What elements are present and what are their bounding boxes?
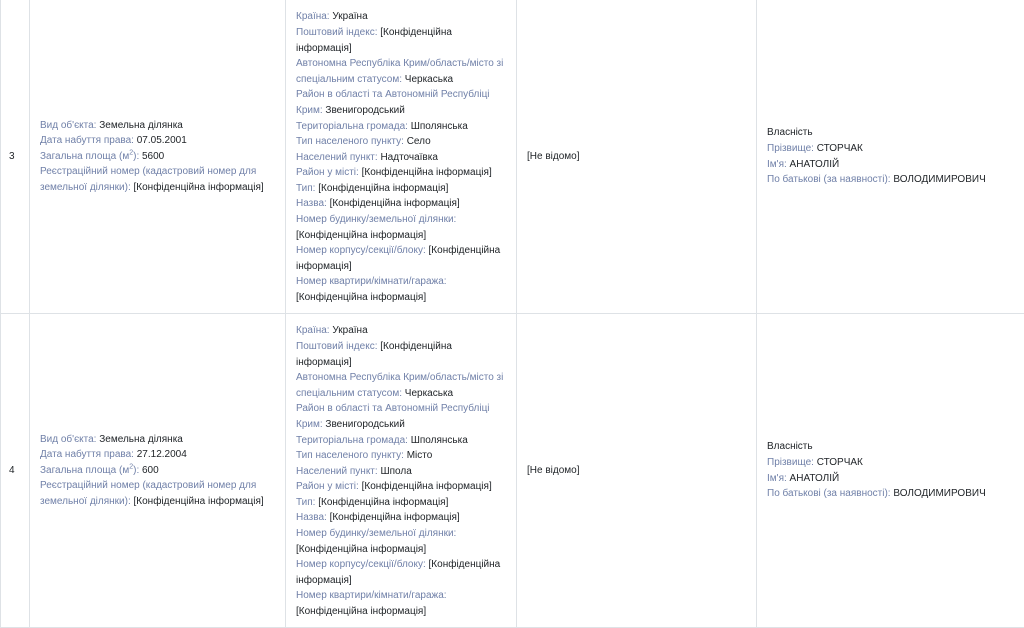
object-cell: Вид об'єкта: Земельна ділянка Дата набуття права: 27.12.2004 Загальна площа $(м^2)$: 600 Реєстраційний номер (кадастровий номер для земельної ділянки): [Конфіденційна інформація] bbox=[30, 314, 286, 628]
owner-first-name: АНАТОЛІЙ bbox=[790, 159, 840, 170]
acquired-date-value: 27.12.2004 bbox=[137, 449, 187, 460]
acquired-date-value: 07.05.2001 bbox=[137, 135, 187, 146]
row-number: 3 bbox=[1, 0, 30, 314]
area-value: 600 bbox=[142, 465, 159, 476]
cadastral-value: [Конфіденційна інформація] bbox=[134, 182, 264, 193]
object-type-value: Земельна ділянка bbox=[99, 434, 183, 445]
owner-cell: Власність Прізвище: СТОРЧАК Ім'я: АНАТОЛІЙ По батькові (за наявності): ВОЛОДИМИРОВИЧ bbox=[757, 314, 1024, 628]
owner-surname: СТОРЧАК bbox=[817, 143, 863, 154]
address-cell: Країна: Україна Поштовий індекс: [Конфіденційна інформація] Автономна Республіка Крим/область/місто зі спеціальним статусом: Черкаська Район в області та Автономній Республіці Крим: Звенигородський Територіальна громада: Шполянська Тип населеного пункту: Місто Населений пункт: Шпола Район у місті: [Конфіденційна інформація] Тип: [Конфіденційна інформація] Назва: [Конфіденційна інформація] Номер будинку/земельної ділянки: [Конфіденційна інформація] Номер корпусу/секції/блоку: [Конфіденційна інформація] Номер квартири/кімнати/гаража: [Конфіденційна інформація] bbox=[286, 314, 517, 628]
table-row bbox=[1, 314, 1024, 628]
owner-surname: СТОРЧАК bbox=[817, 457, 863, 468]
value-cell: [Не відомо] bbox=[517, 314, 757, 628]
owner-first-name: АНАТОЛІЙ bbox=[790, 473, 840, 484]
ownership-type: Власність bbox=[767, 125, 1014, 141]
area-value: 5600 bbox=[142, 151, 164, 162]
cadastral-value: [Конфіденційна інформація] bbox=[134, 496, 264, 507]
object-type-value: Земельна ділянка bbox=[99, 120, 183, 131]
table-row bbox=[1, 0, 1024, 314]
owner-patronymic: ВОЛОДИМИРОВИЧ bbox=[893, 174, 985, 185]
object-cell: Вид об'єкта: Земельна ділянка Дата набуття права: 07.05.2001 Загальна площа $(м^2)$: 5600 Реєстраційний номер (кадастровий номер для земельної ділянки): [Конфіденційна інформація] bbox=[30, 0, 286, 314]
row-number: 4 bbox=[1, 314, 30, 628]
value-cell: [Не відомо] bbox=[517, 0, 757, 314]
owner-patronymic: ВОЛОДИМИРОВИЧ bbox=[893, 488, 985, 499]
owner-cell: Власність Прізвище: СТОРЧАК Ім'я: АНАТОЛІЙ По батькові (за наявності): ВОЛОДИМИРОВИЧ bbox=[757, 0, 1024, 314]
address-cell: Країна: Україна Поштовий індекс: [Конфіденційна інформація] Автономна Республіка Крим/область/місто зі спеціальним статусом: Черкаська Район в області та Автономній Республіці Крим: Звенигородський Територіальна громада: Шполянська Тип населеного пункту: Село Населений пункт: Надточаївка Район у місті: [Конфіденційна інформація] Тип: [Конфіденційна інформація] Назва: [Конфіденційна інформація] Номер будинку/земельної ділянки: [Конфіденційна інформація] Номер корпусу/секції/блоку: [Конфіденційна інформація] Номер квартири/кімнати/гаража: [Конфіденційна інформація] bbox=[286, 0, 517, 314]
ownership-type: Власність bbox=[767, 439, 1014, 455]
